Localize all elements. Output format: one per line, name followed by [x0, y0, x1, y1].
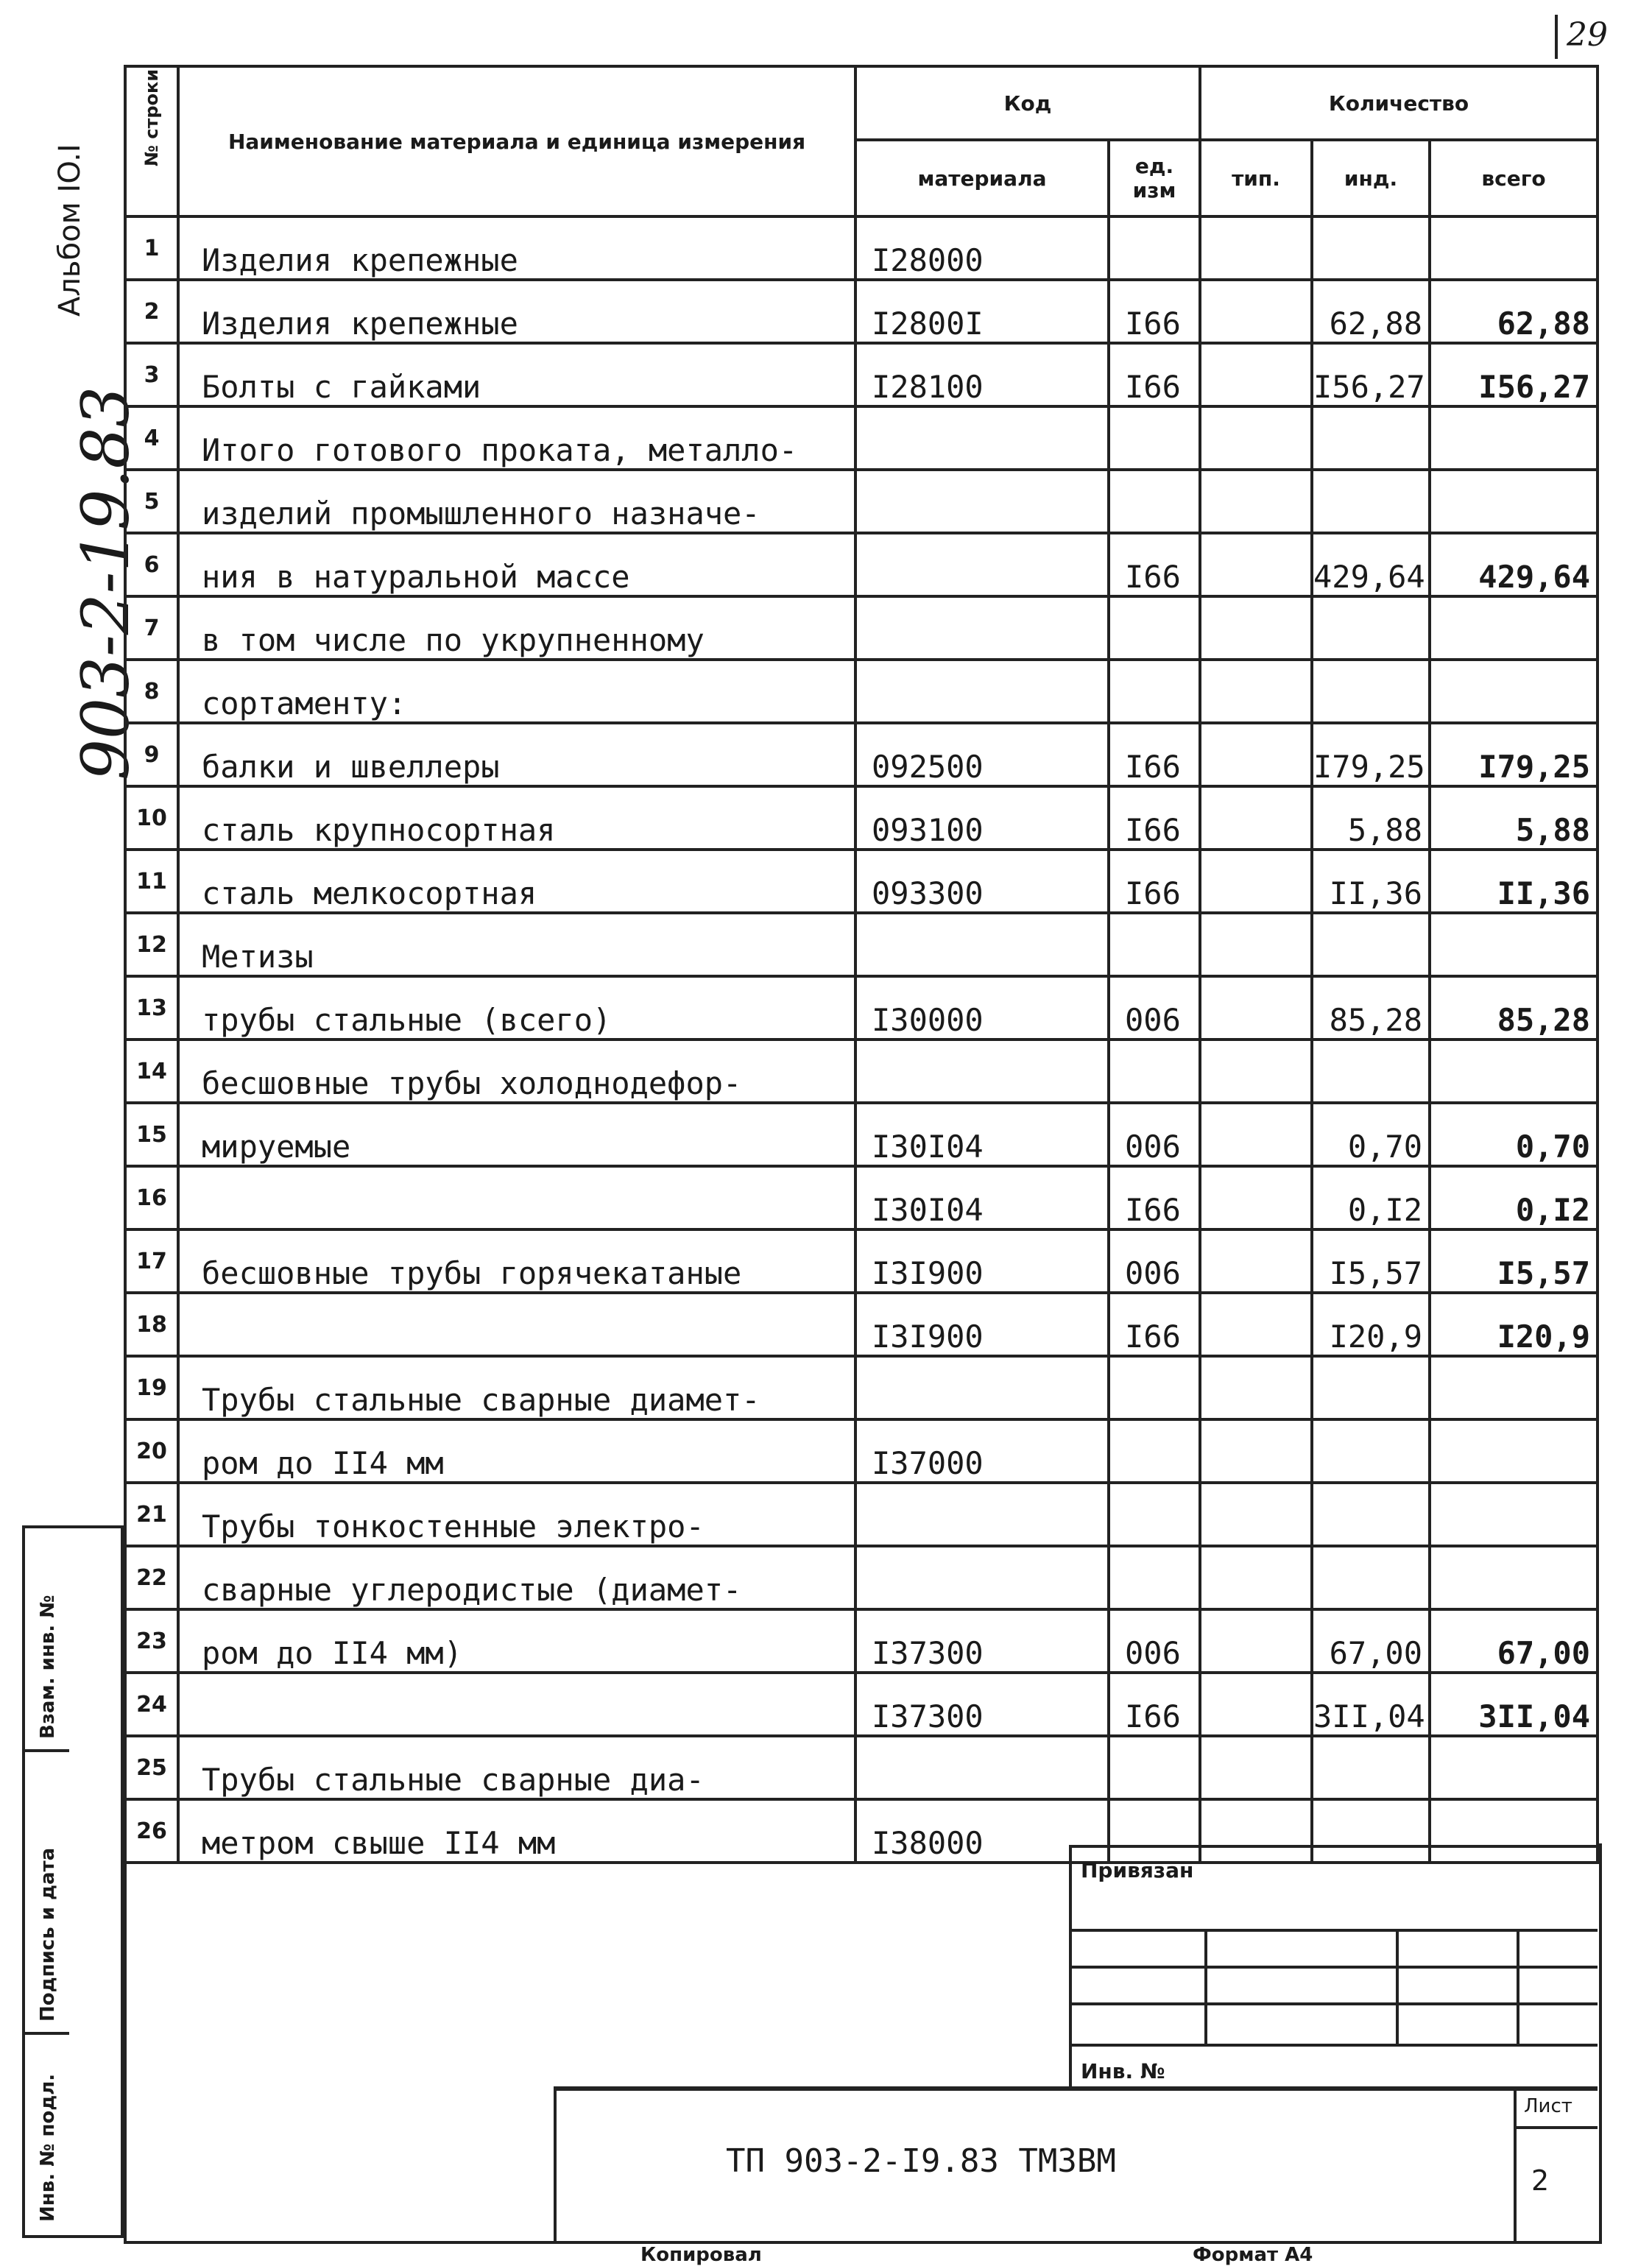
side-stamp-sign-date: Подпись и дата: [25, 1752, 69, 2035]
qty-ind: 67,00: [1312, 1609, 1430, 1673]
qty-typ: [1200, 723, 1312, 786]
unit-code: I66: [1109, 1293, 1200, 1356]
qty-ind: I20,9: [1312, 1293, 1430, 1356]
qty-ind: [1312, 1040, 1430, 1103]
title-block: [554, 2086, 1598, 2244]
unit-code: I66: [1109, 1673, 1200, 1736]
material-code: [855, 596, 1109, 660]
qty-total: 67,00: [1430, 1609, 1598, 1673]
table-row: [125, 1673, 1598, 1736]
qty-total: I5,57: [1430, 1229, 1598, 1293]
material-name: сортаменту:: [178, 660, 855, 723]
qty-total: I20,9: [1430, 1293, 1598, 1356]
material-name: Итого готового проката, металло-: [178, 406, 855, 470]
qty-total: II,36: [1430, 850, 1598, 913]
qty-total: [1430, 596, 1598, 660]
table-row: [125, 1609, 1598, 1673]
row-number: 6: [125, 533, 178, 596]
row-number: 20: [125, 1419, 178, 1483]
table-row: [125, 976, 1598, 1040]
unit-code: [1109, 1483, 1200, 1546]
qty-total: 0,I2: [1430, 1166, 1598, 1229]
qty-ind: I56,27: [1312, 343, 1430, 406]
row-number: 7: [125, 596, 178, 660]
material-name: ром до II4 мм: [178, 1419, 855, 1483]
qty-typ: [1200, 1483, 1312, 1546]
material-name: Трубы стальные сварные диа-: [178, 1736, 855, 1799]
header-qty-typ: тип.: [1200, 140, 1312, 216]
table-row: [125, 1419, 1598, 1483]
qty-ind: 62,88: [1312, 280, 1430, 343]
qty-ind: 5,88: [1312, 786, 1430, 850]
qty-typ: [1200, 1040, 1312, 1103]
material-name: ром до II4 мм): [178, 1609, 855, 1673]
handwritten-doc-code: 903-2-19.83: [68, 386, 144, 780]
qty-typ: [1200, 913, 1312, 976]
row-number: 11: [125, 850, 178, 913]
table-row: [125, 1483, 1598, 1546]
qty-ind: [1312, 1356, 1430, 1419]
header-code-material: материала: [855, 140, 1109, 216]
material-name: [178, 1293, 855, 1356]
row-number: 16: [125, 1166, 178, 1229]
table-row: [125, 913, 1598, 976]
divider: [1517, 2126, 1598, 2129]
row-number: 13: [125, 976, 178, 1040]
qty-total: [1430, 1356, 1598, 1419]
material-name: Метизы: [178, 913, 855, 976]
row-number: 9: [125, 723, 178, 786]
qty-typ: [1200, 1673, 1312, 1736]
sheet-number: 2: [1531, 2164, 1550, 2197]
qty-typ: [1200, 343, 1312, 406]
page-number-divider: [1555, 15, 1558, 59]
sheet-cell: [1514, 2091, 1598, 2244]
header-qty-total: всего: [1430, 140, 1598, 216]
qty-ind: [1312, 1736, 1430, 1799]
qty-ind: 0,I2: [1312, 1166, 1430, 1229]
qty-typ: [1200, 1229, 1312, 1293]
qty-typ: [1200, 1356, 1312, 1419]
qty-total: I79,25: [1430, 723, 1598, 786]
unit-code: I66: [1109, 1166, 1200, 1229]
inv-number-label: Инв. №: [1081, 2059, 1165, 2083]
material-name: Трубы тонкостенные электро-: [178, 1483, 855, 1546]
unit-code: [1109, 470, 1200, 533]
row-number: 2: [125, 280, 178, 343]
qty-total: I56,27: [1430, 343, 1598, 406]
qty-total: [1430, 660, 1598, 723]
row-number: 10: [125, 786, 178, 850]
material-code: [855, 1546, 1109, 1609]
unit-code: I66: [1109, 786, 1200, 850]
qty-typ: [1200, 596, 1312, 660]
page-number: 29: [1567, 16, 1608, 54]
material-name: Изделия крепежные: [178, 280, 855, 343]
row-number: 14: [125, 1040, 178, 1103]
header-code-unit: ед. изм: [1109, 140, 1200, 216]
unit-code: [1109, 913, 1200, 976]
qty-total: [1430, 913, 1598, 976]
material-name: мируемые: [178, 1103, 855, 1166]
qty-ind: II,36: [1312, 850, 1430, 913]
unit-code: I66: [1109, 343, 1200, 406]
table-row: [125, 1229, 1598, 1293]
table-row: [125, 470, 1598, 533]
qty-total: [1430, 470, 1598, 533]
material-name: Изделия крепежные: [178, 216, 855, 280]
qty-total: 0,70: [1430, 1103, 1598, 1166]
material-name: бесшовные трубы горячекатаные: [178, 1229, 855, 1293]
material-code: I30I04: [855, 1103, 1109, 1166]
qty-typ: [1200, 1736, 1312, 1799]
row-number: 23: [125, 1609, 178, 1673]
material-code: [855, 470, 1109, 533]
divider: [1204, 1929, 1207, 2047]
row-number: 3: [125, 343, 178, 406]
row-number: 22: [125, 1546, 178, 1609]
table-row: [125, 533, 1598, 596]
qty-ind: [1312, 913, 1430, 976]
table-row: [125, 723, 1598, 786]
material-name: сталь крупносортная: [178, 786, 855, 850]
qty-total: [1430, 1483, 1598, 1546]
unit-code: [1109, 406, 1200, 470]
qty-ind: [1312, 660, 1430, 723]
qty-ind: [1312, 470, 1430, 533]
qty-ind: [1312, 216, 1430, 280]
table-row: [125, 1103, 1598, 1166]
unit-code: [1109, 1736, 1200, 1799]
material-code: [855, 1040, 1109, 1103]
qty-typ: [1200, 406, 1312, 470]
table-row: [125, 1356, 1598, 1419]
unit-code: [1109, 596, 1200, 660]
unit-code: I66: [1109, 280, 1200, 343]
table-row: [125, 280, 1598, 343]
material-name: балки и швеллеры: [178, 723, 855, 786]
material-name: сталь мелкосортная: [178, 850, 855, 913]
material-code: I37000: [855, 1419, 1109, 1483]
side-stamp-inv-orig: Инв. № подл.: [37, 2073, 59, 2222]
material-code: [855, 533, 1109, 596]
material-name: метром свыше II4 мм: [178, 1799, 855, 1863]
sheet-label: Лист: [1524, 2095, 1572, 2117]
material-name: в том числе по укрупненному: [178, 596, 855, 660]
qty-ind: 429,64: [1312, 533, 1430, 596]
material-name: [178, 1166, 855, 1229]
unit-code: I66: [1109, 533, 1200, 596]
material-name: бесшовные трубы холоднодефор-: [178, 1040, 855, 1103]
qty-ind: [1312, 406, 1430, 470]
material-code: I30000: [855, 976, 1109, 1040]
qty-typ: [1200, 533, 1312, 596]
material-code: [855, 1736, 1109, 1799]
qty-total: [1430, 1736, 1598, 1799]
material-code: I37300: [855, 1609, 1109, 1673]
qty-ind: I5,57: [1312, 1229, 1430, 1293]
material-code: I3I900: [855, 1229, 1109, 1293]
material-code: 093300: [855, 850, 1109, 913]
table-row: [125, 1546, 1598, 1609]
row-number: 24: [125, 1673, 178, 1736]
qty-ind: [1312, 1483, 1430, 1546]
unit-code: 006: [1109, 1103, 1200, 1166]
material-name: [178, 1673, 855, 1736]
material-code: I3I900: [855, 1293, 1109, 1356]
material-name: Трубы стальные сварные диамет-: [178, 1356, 855, 1419]
qty-total: [1430, 1546, 1598, 1609]
material-code: I2800I: [855, 280, 1109, 343]
material-code: I28000: [855, 216, 1109, 280]
table-body: [125, 216, 1598, 1863]
qty-typ: [1200, 470, 1312, 533]
side-stamp-replace-inv: Взам. инв. №: [25, 1528, 69, 1752]
unit-code: [1109, 660, 1200, 723]
qty-total: 62,88: [1430, 280, 1598, 343]
unit-code: [1109, 1356, 1200, 1419]
row-number: 25: [125, 1736, 178, 1799]
qty-ind: [1312, 596, 1430, 660]
material-code: I38000: [855, 1799, 1109, 1863]
unit-code: I66: [1109, 723, 1200, 786]
qty-total: 429,64: [1430, 533, 1598, 596]
row-number: 5: [125, 470, 178, 533]
qty-ind: 0,70: [1312, 1103, 1430, 1166]
qty-typ: [1200, 786, 1312, 850]
table-row: [125, 406, 1598, 470]
header-quantity-group: Количество: [1200, 66, 1598, 140]
qty-total: 5,88: [1430, 786, 1598, 850]
document-designation: ТП 903-2-I9.83 ТМЗВМ: [726, 2142, 1116, 2180]
side-stamp: [22, 1525, 124, 2238]
qty-total: [1430, 1419, 1598, 1483]
table-row: [125, 850, 1598, 913]
material-name: Болты с гайками: [178, 343, 855, 406]
unit-code: [1109, 1546, 1200, 1609]
row-number: 12: [125, 913, 178, 976]
material-code: 093100: [855, 786, 1109, 850]
footer-copied: Копировал: [640, 2244, 762, 2266]
table-row: [125, 786, 1598, 850]
row-number: 15: [125, 1103, 178, 1166]
qty-typ: [1200, 1419, 1312, 1483]
material-code: [855, 913, 1109, 976]
qty-typ: [1200, 216, 1312, 280]
row-number: 19: [125, 1356, 178, 1419]
qty-typ: [1200, 1546, 1312, 1609]
qty-total: [1430, 216, 1598, 280]
row-number: 18: [125, 1293, 178, 1356]
qty-typ: [1200, 976, 1312, 1040]
row-number: 1: [125, 216, 178, 280]
divider: [1517, 1929, 1519, 2047]
unit-code: 006: [1109, 976, 1200, 1040]
material-code: I30I04: [855, 1166, 1109, 1229]
unit-code: 006: [1109, 1609, 1200, 1673]
material-code: 092500: [855, 723, 1109, 786]
material-code: [855, 406, 1109, 470]
table-row: [125, 1040, 1598, 1103]
table-row: [125, 216, 1598, 280]
qty-total: 85,28: [1430, 976, 1598, 1040]
qty-typ: [1200, 280, 1312, 343]
qty-ind: [1312, 1546, 1430, 1609]
qty-typ: [1200, 1609, 1312, 1673]
album-label: Альбом IO.I: [53, 144, 87, 317]
header-qty-ind: инд.: [1312, 140, 1430, 216]
row-number: 21: [125, 1483, 178, 1546]
table-row: [125, 660, 1598, 723]
table-row: [125, 343, 1598, 406]
material-name: сварные углеродистые (диамет-: [178, 1546, 855, 1609]
unit-code: [1109, 216, 1200, 280]
table-row: [125, 1166, 1598, 1229]
qty-total: 3II,04: [1430, 1673, 1598, 1736]
material-code: [855, 660, 1109, 723]
unit-code: 006: [1109, 1229, 1200, 1293]
qty-ind: 85,28: [1312, 976, 1430, 1040]
material-code: [855, 1356, 1109, 1419]
material-code: [855, 1483, 1109, 1546]
unit-code: I66: [1109, 850, 1200, 913]
material-name: трубы стальные (всего): [178, 976, 855, 1040]
table-row: [125, 596, 1598, 660]
unit-code: [1109, 1419, 1200, 1483]
qty-total: [1430, 406, 1598, 470]
header-row-number: № строки: [125, 66, 178, 216]
footer-format: Формат А4: [1193, 2244, 1313, 2266]
qty-typ: [1200, 1103, 1312, 1166]
row-number: 4: [125, 406, 178, 470]
qty-ind: I79,25: [1312, 723, 1430, 786]
row-number: 17: [125, 1229, 178, 1293]
material-code: I37300: [855, 1673, 1109, 1736]
material-code: I28100: [855, 343, 1109, 406]
qty-typ: [1200, 850, 1312, 913]
materials-table: [124, 65, 1599, 1864]
row-number: 8: [125, 660, 178, 723]
header-code-group: Код: [855, 66, 1200, 140]
qty-typ: [1200, 1293, 1312, 1356]
qty-typ: [1200, 1166, 1312, 1229]
table-row: [125, 1736, 1598, 1799]
bound-label: Привязан: [1081, 1858, 1194, 1882]
material-name: ния в натуральной массе: [178, 533, 855, 596]
divider: [1396, 1929, 1399, 2047]
bound-box: [1069, 1845, 1598, 2091]
qty-total: [1430, 1040, 1598, 1103]
material-name: изделий промышленного назначе-: [178, 470, 855, 533]
qty-ind: [1312, 1419, 1430, 1483]
header-name: Наименование материала и единица измерения: [178, 66, 855, 216]
unit-code: [1109, 1040, 1200, 1103]
qty-typ: [1200, 660, 1312, 723]
qty-ind: 3II,04: [1312, 1673, 1430, 1736]
table-row: [125, 1293, 1598, 1356]
row-number: 26: [125, 1799, 178, 1863]
